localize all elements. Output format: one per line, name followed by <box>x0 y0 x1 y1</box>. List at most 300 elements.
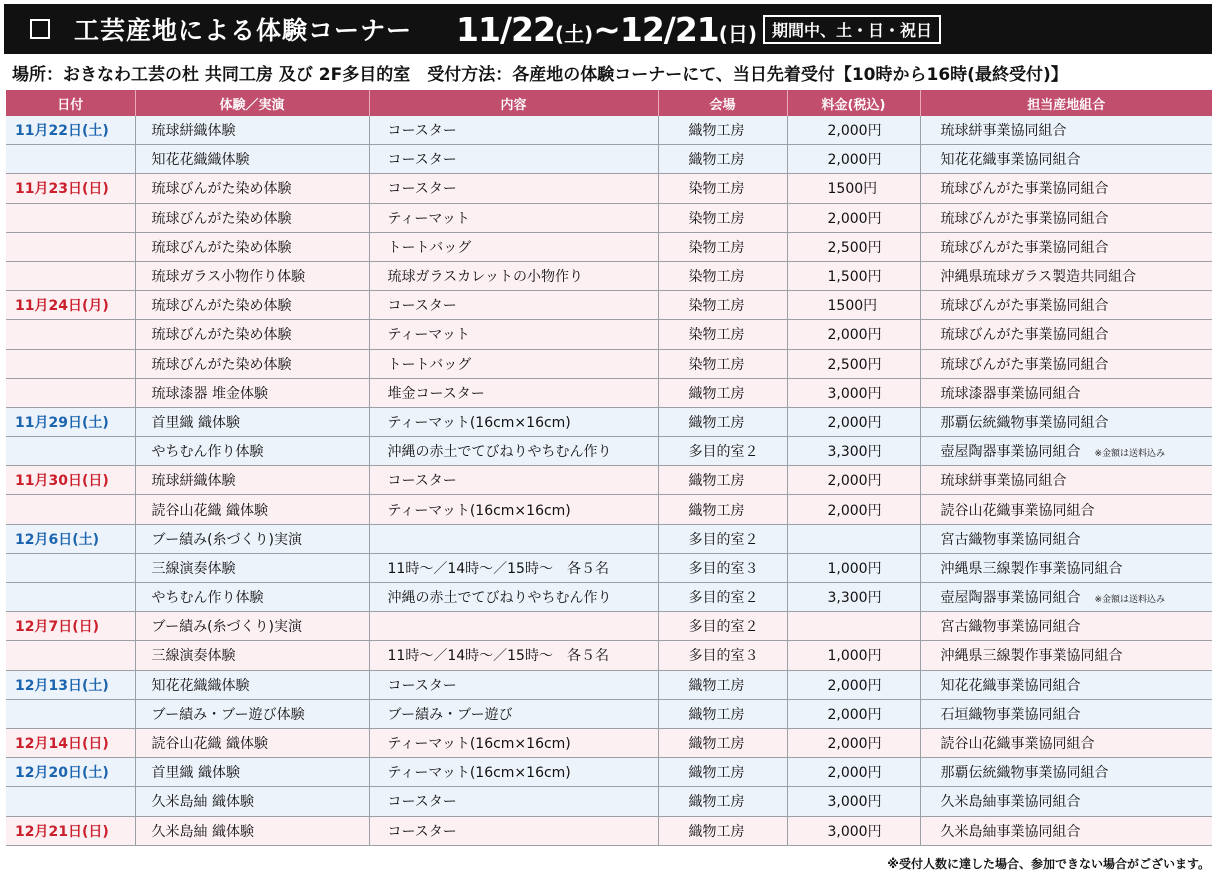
content-cell-text: ティーマット(16cm×16cm) <box>387 736 571 753</box>
date-cell <box>6 174 135 203</box>
date-cell-text: 11月22日(土) <box>15 123 109 140</box>
schedule-table <box>6 90 1212 846</box>
experience-cell-text: 読谷山花織 織体験 <box>151 736 268 753</box>
content-cell <box>369 203 658 232</box>
experience-cell <box>135 378 369 407</box>
venue-cell-text: 多目的室２ <box>688 590 759 607</box>
content-cell <box>369 670 658 699</box>
organization-cell-text: 琉球びんがた事業協同組合 <box>940 327 1109 344</box>
venue-cell-text: 多目的室２ <box>688 444 759 461</box>
experience-cell-text: 琉球びんがた染め体験 <box>151 298 292 315</box>
date-cell <box>6 641 135 670</box>
fee-cell <box>787 495 920 524</box>
experience-cell <box>135 787 369 816</box>
content-cell <box>369 583 658 612</box>
venue-cell <box>658 495 787 524</box>
header-experience: 体験／実演 <box>135 90 369 116</box>
fee-cell-text: 2,000円 <box>827 473 882 490</box>
content-cell-text: トートバッグ <box>387 239 472 256</box>
content-cell-text: ティーマット <box>387 210 470 227</box>
venue-cell-text: 織物工房 <box>688 502 745 519</box>
venue-cell <box>658 641 787 670</box>
content-cell <box>369 349 658 378</box>
date-end-day: (日) <box>718 21 758 46</box>
table-row <box>6 816 1212 845</box>
experience-cell <box>135 116 369 145</box>
header-organization: 担当産地組合 <box>920 90 1212 116</box>
organization-cell-text: 那覇伝統織物事業協同組合 <box>940 414 1109 431</box>
content-cell-text: ブー績み・ブー遊び <box>387 706 513 723</box>
organization-cell-text: 琉球絣事業協同組合 <box>940 473 1067 490</box>
organization-cell-text: 琉球びんがた事業協同組合 <box>940 210 1109 227</box>
experience-cell-text: 久米島紬 織体験 <box>151 794 254 811</box>
venue-cell-text: 多目的室３ <box>688 560 759 577</box>
venue-cell <box>658 583 787 612</box>
date-cell <box>6 758 135 787</box>
fee-cell <box>787 261 920 290</box>
date-cell <box>6 524 135 553</box>
experience-cell <box>135 553 369 582</box>
venue-cell <box>658 466 787 495</box>
content-cell <box>369 758 658 787</box>
experience-cell-text: 琉球漆器 堆金体験 <box>151 385 268 402</box>
content-cell-text: コースター <box>387 794 457 811</box>
experience-cell <box>135 728 369 757</box>
organization-cell-text: 琉球絣事業協同組合 <box>940 123 1067 140</box>
venue-cell-text: 多目的室３ <box>688 648 759 665</box>
organization-cell-text: 沖縄県三線製作事業協同組合 <box>940 560 1123 577</box>
table-row <box>6 524 1212 553</box>
venue-cell-text: 多目的室２ <box>688 531 759 548</box>
organization-cell-text: 知花花織事業協同組合 <box>940 152 1081 169</box>
content-cell <box>369 261 658 290</box>
venue-cell <box>658 203 787 232</box>
table-row <box>6 116 1212 145</box>
content-cell <box>369 641 658 670</box>
fee-cell-text: 2,000円 <box>827 123 882 140</box>
experience-cell <box>135 670 369 699</box>
venue-cell-text: 織物工房 <box>688 385 745 402</box>
experience-cell-text: やちむん作り体験 <box>151 590 264 607</box>
checkbox-square-icon <box>30 19 50 39</box>
page-title: 工芸産地による体験コーナー <box>74 16 413 45</box>
experience-cell-text: 琉球びんがた染め体験 <box>151 210 292 227</box>
fee-cell <box>787 320 920 349</box>
date-cell-text: 12月20日(土) <box>15 765 109 782</box>
organization-cell <box>920 116 1212 145</box>
header-date: 日付 <box>6 90 135 116</box>
table-row <box>6 787 1212 816</box>
venue-cell-text: 染物工房 <box>688 239 745 256</box>
table-row <box>6 407 1212 436</box>
experience-cell <box>135 232 369 261</box>
venue-cell-text: 織物工房 <box>688 823 745 840</box>
fee-cell <box>787 524 920 553</box>
content-cell-text: 琉球ガラスカレットの小物作り <box>387 269 583 286</box>
table-row <box>6 583 1212 612</box>
fee-cell-text: 1,500円 <box>827 269 882 286</box>
date-cell <box>6 320 135 349</box>
date-cell-text: 12月6日(土) <box>15 531 100 548</box>
fee-cell-text: 3,000円 <box>827 794 882 811</box>
fee-cell-text: 1,000円 <box>827 560 882 577</box>
table-row <box>6 261 1212 290</box>
fee-cell <box>787 816 920 845</box>
content-cell <box>369 553 658 582</box>
organization-cell <box>920 232 1212 261</box>
fee-cell-text: 3,000円 <box>827 385 882 402</box>
organization-cell <box>920 728 1212 757</box>
event-period-dates <box>456 10 757 49</box>
fee-cell-text: 2,000円 <box>827 502 882 519</box>
organization-cell <box>920 145 1212 174</box>
organization-cell <box>920 437 1212 466</box>
fee-cell <box>787 232 920 261</box>
venue-cell-text: 染物工房 <box>688 298 745 315</box>
date-cell <box>6 407 135 436</box>
venue-cell <box>658 787 787 816</box>
date-cell-text: 12月14日(日) <box>15 736 109 753</box>
experience-cell-text: 知花花織織体験 <box>151 152 250 169</box>
table-row <box>6 699 1212 728</box>
experience-cell <box>135 612 369 641</box>
table-row <box>6 320 1212 349</box>
venue-cell <box>658 174 787 203</box>
organization-cell <box>920 203 1212 232</box>
experience-cell-text: ブー績み(糸づくり)実演 <box>151 531 303 548</box>
fee-cell-text: 2,000円 <box>827 765 882 782</box>
fee-cell <box>787 758 920 787</box>
venue-cell-text: 多目的室２ <box>688 619 759 636</box>
venue-cell-text: 織物工房 <box>688 152 745 169</box>
organization-cell-text: 琉球びんがた事業協同組合 <box>940 239 1109 256</box>
date-cell <box>6 495 135 524</box>
experience-cell <box>135 174 369 203</box>
experience-cell-text: 久米島紬 織体験 <box>151 823 254 840</box>
date-end: 12/21 <box>619 9 719 49</box>
organization-cell <box>920 758 1212 787</box>
organization-cell-text: 壺屋陶器事業協同組合 <box>940 444 1081 461</box>
organization-cell-text: 沖縄県三線製作事業協同組合 <box>940 648 1123 665</box>
date-cell <box>6 787 135 816</box>
fee-cell <box>787 699 920 728</box>
venue-cell-text: 織物工房 <box>688 736 745 753</box>
table-row <box>6 145 1212 174</box>
venue-cell <box>658 670 787 699</box>
period-badge: 期間中、土・日・祝日 <box>763 15 941 44</box>
content-cell <box>369 232 658 261</box>
organization-cell-text: 琉球びんがた事業協同組合 <box>940 298 1109 315</box>
table-row <box>6 670 1212 699</box>
content-cell-text: コースター <box>387 123 457 140</box>
date-cell <box>6 816 135 845</box>
experience-cell-text: 琉球びんがた染め体験 <box>151 181 292 198</box>
header-content: 内容 <box>369 90 658 116</box>
venue-cell <box>658 728 787 757</box>
table-row <box>6 203 1212 232</box>
table-row <box>6 612 1212 641</box>
venue-cell-text: 織物工房 <box>688 706 745 723</box>
content-cell <box>369 116 658 145</box>
experience-cell-text: 琉球ガラス小物作り体験 <box>151 269 306 286</box>
experience-cell-text: やちむん作り体験 <box>151 444 264 461</box>
date-cell-text: 11月23日(日) <box>15 181 109 198</box>
organization-cell <box>920 583 1212 612</box>
fee-cell <box>787 728 920 757</box>
organization-cell-text: 知花花織事業協同組合 <box>940 677 1081 694</box>
venue-cell <box>658 320 787 349</box>
date-cell <box>6 728 135 757</box>
table-row <box>6 641 1212 670</box>
content-cell-text: ティーマット(16cm×16cm) <box>387 502 571 519</box>
date-cell <box>6 349 135 378</box>
fee-cell-text: 3,300円 <box>827 590 882 607</box>
content-cell-text: ティーマット <box>387 327 470 344</box>
fee-cell <box>787 378 920 407</box>
content-cell-text: 沖縄の赤土でてびねりやちむん作り <box>387 590 612 607</box>
content-cell-text: 11時～／14時～／15時～ 各５名 <box>387 560 609 577</box>
content-cell <box>369 816 658 845</box>
date-cell <box>6 203 135 232</box>
organization-cell <box>920 699 1212 728</box>
table-row <box>6 728 1212 757</box>
experience-cell-text: 琉球びんがた染め体験 <box>151 239 292 256</box>
shipping-note: ※金額は送料込み <box>1094 595 1166 606</box>
fee-cell-text: 2,000円 <box>827 706 882 723</box>
experience-cell <box>135 524 369 553</box>
content-cell <box>369 787 658 816</box>
fee-cell <box>787 670 920 699</box>
table-row <box>6 378 1212 407</box>
content-cell-text: トートバッグ <box>387 356 472 373</box>
venue-cell <box>658 524 787 553</box>
table-row <box>6 495 1212 524</box>
content-cell <box>369 495 658 524</box>
shipping-note: ※金額は送料込み <box>1094 449 1166 460</box>
venue-cell-text: 織物工房 <box>688 123 745 140</box>
fee-cell <box>787 145 920 174</box>
content-cell-text: コースター <box>387 677 457 694</box>
date-cell <box>6 378 135 407</box>
date-cell <box>6 291 135 320</box>
organization-cell <box>920 670 1212 699</box>
experience-cell-text: 知花花織織体験 <box>151 677 250 694</box>
experience-cell <box>135 145 369 174</box>
organization-cell-text: 琉球びんがた事業協同組合 <box>940 181 1109 198</box>
experience-cell <box>135 583 369 612</box>
venue-cell <box>658 553 787 582</box>
venue-cell-text: 染物工房 <box>688 356 745 373</box>
fee-cell <box>787 349 920 378</box>
fee-cell <box>787 116 920 145</box>
date-start-day: (土) <box>554 21 594 46</box>
date-cell <box>6 699 135 728</box>
content-cell-text: コースター <box>387 181 457 198</box>
experience-cell-text: 三線演奏体験 <box>151 560 236 577</box>
experience-cell-text: 読谷山花織 織体験 <box>151 502 268 519</box>
experience-cell <box>135 203 369 232</box>
table-row <box>6 174 1212 203</box>
venue-cell-text: 染物工房 <box>688 210 745 227</box>
venue-cell-text: 織物工房 <box>688 677 745 694</box>
fee-cell-text: 2,500円 <box>827 239 882 256</box>
experience-cell <box>135 466 369 495</box>
venue-cell-text: 染物工房 <box>688 181 745 198</box>
venue-cell <box>658 261 787 290</box>
table-row <box>6 553 1212 582</box>
fee-cell-text: 2,000円 <box>827 210 882 227</box>
date-tilde: ~ <box>593 9 620 49</box>
venue-cell <box>658 699 787 728</box>
footer-note: ※受付人数に達した場合、参加できない場合がございます。 <box>887 857 1210 871</box>
experience-cell-text: ブー績み・ブー遊び体験 <box>151 706 305 723</box>
experience-cell <box>135 349 369 378</box>
fee-cell <box>787 291 920 320</box>
date-cell-text: 12月21日(日) <box>15 823 109 840</box>
fee-cell-text: 2,000円 <box>827 327 882 344</box>
experience-cell <box>135 320 369 349</box>
venue-cell <box>658 291 787 320</box>
fee-cell-text: 3,000円 <box>827 823 882 840</box>
content-cell <box>369 174 658 203</box>
organization-cell-text: 宮古織物事業協同組合 <box>940 619 1081 636</box>
organization-cell-text: 壺屋陶器事業協同組合 <box>940 590 1081 607</box>
organization-cell <box>920 787 1212 816</box>
venue-cell <box>658 349 787 378</box>
organization-cell <box>920 378 1212 407</box>
date-cell <box>6 670 135 699</box>
experience-cell-text: 三線演奏体験 <box>151 648 236 665</box>
fee-cell <box>787 466 920 495</box>
date-cell-text: 12月13日(土) <box>15 677 109 694</box>
table-row <box>6 291 1212 320</box>
header-venue: 会場 <box>658 90 787 116</box>
date-cell <box>6 466 135 495</box>
fee-cell <box>787 787 920 816</box>
experience-cell <box>135 495 369 524</box>
table-row <box>6 349 1212 378</box>
content-cell-text: ティーマット(16cm×16cm) <box>387 414 571 431</box>
fee-cell-text: 1500円 <box>827 181 878 198</box>
organization-cell <box>920 320 1212 349</box>
organization-cell-text: 沖縄県琉球ガラス製造共同組合 <box>940 269 1137 286</box>
venue-cell <box>658 232 787 261</box>
organization-cell <box>920 816 1212 845</box>
fee-cell-text: 3,300円 <box>827 444 882 461</box>
experience-cell-text: 首里織 織体験 <box>151 414 240 431</box>
content-cell-text: コースター <box>387 823 457 840</box>
date-cell <box>6 116 135 145</box>
venue-cell <box>658 116 787 145</box>
content-cell-text: ティーマット(16cm×16cm) <box>387 765 571 782</box>
organization-cell-text: 那覇伝統織物事業協同組合 <box>940 765 1109 782</box>
experience-cell-text: ブー績み(糸づくり)実演 <box>151 619 303 636</box>
organization-cell-text: 琉球びんがた事業協同組合 <box>940 356 1109 373</box>
date-cell-text: 11月24日(月) <box>15 298 109 315</box>
content-cell <box>369 524 658 553</box>
fee-cell <box>787 437 920 466</box>
content-cell-text: 沖縄の赤土でてびねりやちむん作り <box>387 444 612 461</box>
content-cell <box>369 437 658 466</box>
organization-cell <box>920 261 1212 290</box>
content-cell <box>369 699 658 728</box>
table-row <box>6 232 1212 261</box>
organization-cell <box>920 174 1212 203</box>
organization-cell <box>920 524 1212 553</box>
experience-cell <box>135 816 369 845</box>
venue-cell <box>658 758 787 787</box>
experience-cell <box>135 699 369 728</box>
fee-cell <box>787 612 920 641</box>
table-row <box>6 437 1212 466</box>
content-cell <box>369 407 658 436</box>
venue-cell-text: 織物工房 <box>688 765 745 782</box>
fee-cell-text: 2,000円 <box>827 736 882 753</box>
fee-cell-text: 2,000円 <box>827 414 882 431</box>
content-cell <box>369 378 658 407</box>
fee-cell <box>787 583 920 612</box>
venue-cell <box>658 145 787 174</box>
venue-cell-text: 染物工房 <box>688 269 745 286</box>
experience-cell-text: 琉球絣織体験 <box>151 123 236 140</box>
content-cell <box>369 728 658 757</box>
fee-cell-text: 2,000円 <box>827 152 882 169</box>
organization-cell <box>920 553 1212 582</box>
fee-cell <box>787 203 920 232</box>
organization-cell-text: 久米島紬事業協同組合 <box>940 794 1081 811</box>
experience-cell-text: 琉球絣織体験 <box>151 473 236 490</box>
experience-cell <box>135 407 369 436</box>
date-cell-text: 11月30日(日) <box>15 473 109 490</box>
venue-cell-text: 織物工房 <box>688 794 745 811</box>
date-cell-text: 11月29日(土) <box>15 414 109 431</box>
date-cell <box>6 612 135 641</box>
content-cell-text: 11時～／14時～／15時～ 各５名 <box>387 648 609 665</box>
venue-cell <box>658 378 787 407</box>
venue-cell <box>658 407 787 436</box>
table-row <box>6 758 1212 787</box>
date-start: 11/22 <box>456 9 555 49</box>
organization-cell-text: 琉球漆器事業協同組合 <box>940 385 1081 402</box>
experience-cell <box>135 261 369 290</box>
content-cell <box>369 145 658 174</box>
organization-cell <box>920 612 1212 641</box>
experience-cell <box>135 641 369 670</box>
title-banner <box>4 4 1212 54</box>
date-cell <box>6 145 135 174</box>
content-cell-text: コースター <box>387 473 457 490</box>
fee-cell-text: 1500円 <box>827 298 878 315</box>
organization-cell <box>920 641 1212 670</box>
date-cell <box>6 583 135 612</box>
organization-cell-text: 読谷山花織事業協同組合 <box>940 502 1095 519</box>
venue-cell-text: 織物工房 <box>688 414 745 431</box>
venue-cell <box>658 612 787 641</box>
organization-cell <box>920 407 1212 436</box>
experience-cell <box>135 437 369 466</box>
content-cell <box>369 466 658 495</box>
experience-cell <box>135 291 369 320</box>
fee-cell <box>787 174 920 203</box>
content-cell <box>369 612 658 641</box>
fee-cell-text: 2,000円 <box>827 677 882 694</box>
fee-cell <box>787 407 920 436</box>
content-cell <box>369 320 658 349</box>
organization-cell <box>920 291 1212 320</box>
venue-and-reception-info: 場所：おきなわ工芸の杜 共同工房 及び 2F多目的室 受付方法：各産地の体験コーナーにて、当日先着受付【10時から16時(最終受付)】 <box>12 65 1068 85</box>
content-cell-text: コースター <box>387 298 457 315</box>
fee-cell <box>787 553 920 582</box>
